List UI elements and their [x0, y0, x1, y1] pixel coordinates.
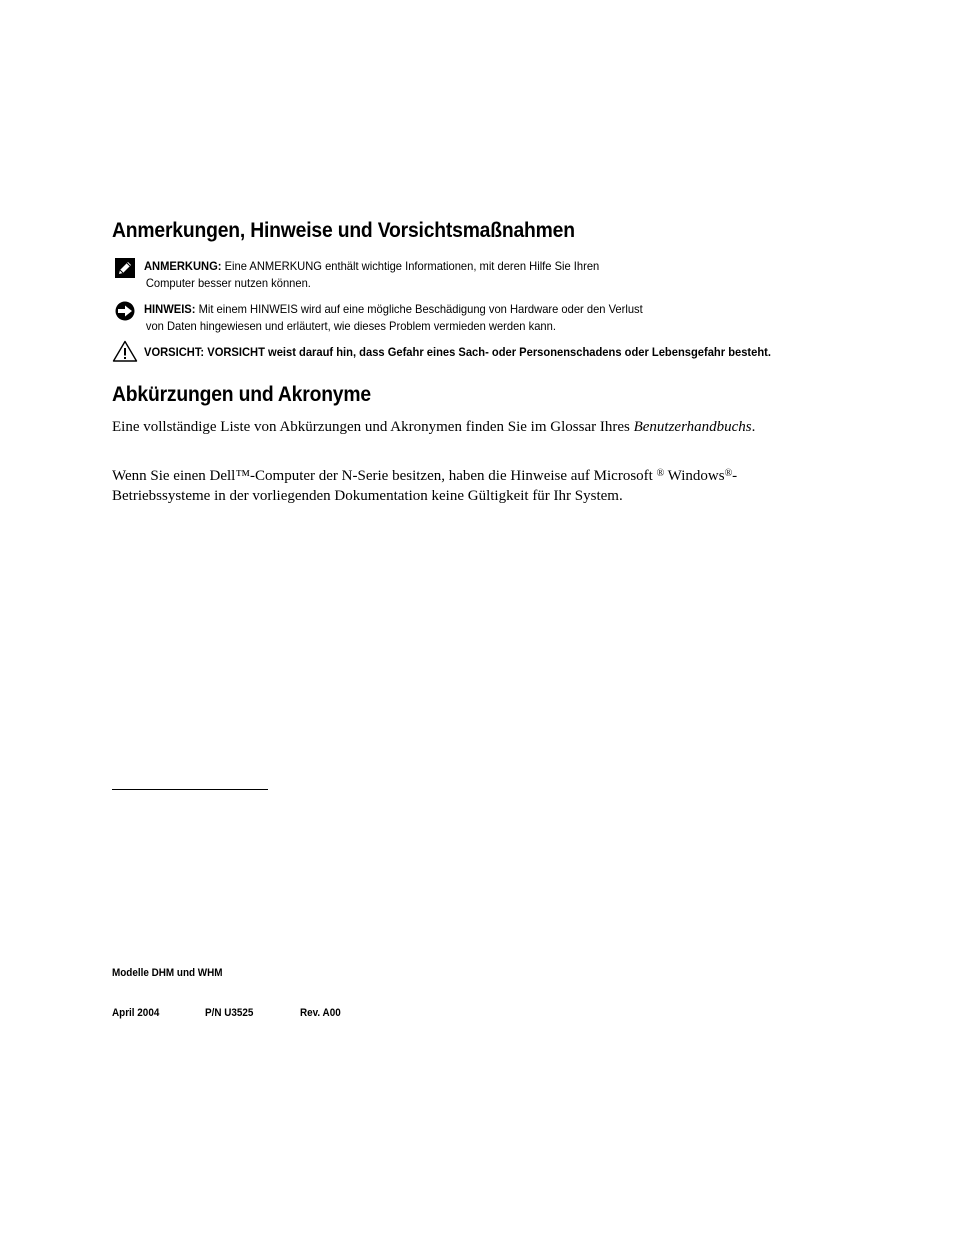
registered-mark-microsoft: ®: [656, 468, 665, 479]
separator-rule: [112, 789, 268, 790]
abbrev-manual-title: Benutzerhandbuchs: [633, 419, 752, 435]
note-text-line2: Computer besser nutzen können.: [145, 276, 311, 290]
abbrev-paragraph: [112, 417, 755, 437]
warning-triangle-icon: [112, 340, 138, 362]
nseries-text-line2: Betriebssysteme in der vorliegenden Dokumentation keine Gültigkeit für Ihr System.: [112, 488, 623, 504]
nseries-text-1: Wenn Sie einen Dell™-Computer der N-Serie besitzen, haben die Hinweise auf Microsoft: [112, 468, 657, 484]
abbrev-text: Eine vollständige Liste von Abkürzungen und Akronymen finden Sie im Glossar Ihres: [112, 419, 634, 435]
footer-part-number: P/N U3525: [205, 1007, 254, 1019]
caution-text: VORSICHT weist darauf hin, dass Gefahr eines Sach- oder Personenschadens oder Lebensgefahr besteht.: [204, 345, 771, 359]
hint-text-line1: Mit einem HINWEIS wird auf eine mögliche Beschädigung von Hardware oder den Verlust: [195, 302, 643, 316]
pencil-note-icon: [114, 258, 136, 278]
footer-revision: Rev. A00: [300, 1007, 341, 1019]
abbrev-end: .: [751, 419, 756, 435]
hint-label: HINWEIS:: [144, 302, 196, 316]
note-label: ANMERKUNG:: [144, 259, 222, 273]
nseries-paragraph: [112, 466, 737, 506]
nseries-text-3: -: [732, 468, 738, 484]
notes-heading: Anmerkungen, Hinweise und Vorsichtsmaßnahmen: [112, 219, 575, 242]
footer-model: Modelle DHM und WHM: [112, 967, 223, 979]
footer-date: April 2004: [112, 1007, 160, 1019]
hint-text-line2: von Daten hingewiesen und erläutert, wie dieses Problem vermieden werden kann.: [145, 319, 556, 333]
registered-mark-windows: ®: [724, 468, 733, 479]
notice-arrow-icon: [114, 301, 136, 321]
caution-label: VORSICHT:: [144, 345, 205, 359]
nseries-text-2: Windows: [664, 468, 725, 484]
abbrev-heading: Abkürzungen und Akronyme: [112, 383, 371, 406]
note-text-line1: Eine ANMERKUNG enthält wichtige Informationen, mit deren Hilfe Sie Ihren: [221, 259, 600, 273]
